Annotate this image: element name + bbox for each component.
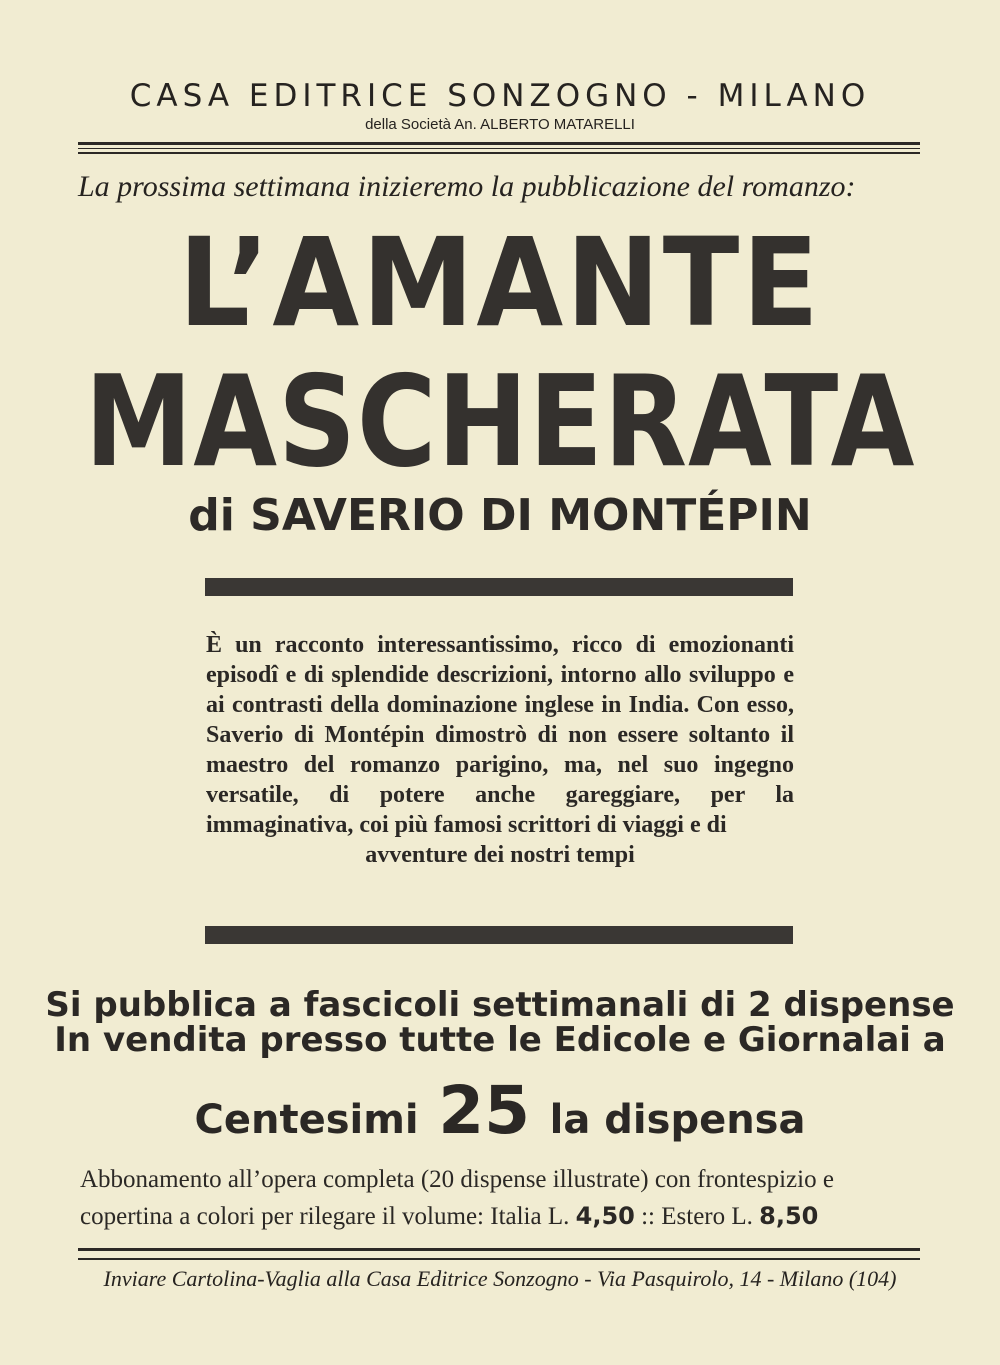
- publication-line-1: Si pubblica a fascicoli settimanali di 2 dispense: [45, 985, 955, 1025]
- estero-label: Estero L.: [661, 1203, 753, 1230]
- price-separator: ::: [641, 1203, 655, 1230]
- subscription-line-1: Abbonamento all’opera completa (20 dispense illustrate) con frontespizio e: [80, 1166, 834, 1193]
- price-prefix: Centesimi: [194, 1097, 419, 1143]
- italy-price: 4,50: [575, 1202, 635, 1230]
- company-subheading: della Società An. ALBERTO MATARELLI: [365, 116, 635, 133]
- publication-line-2: In vendita presso tutte le Edicole e Giornalai a: [54, 1020, 946, 1060]
- bottom-double-rule: [78, 1248, 920, 1260]
- lower-decorative-bar: [205, 926, 793, 944]
- author-line: di SAVERIO DI MONTÉPIN: [188, 490, 812, 541]
- price-amount: 25: [438, 1072, 531, 1149]
- subscription-paragraph: [80, 1162, 922, 1235]
- price-suffix: la dispensa: [549, 1097, 806, 1143]
- title-line-1: L’AMANTE: [178, 212, 822, 354]
- subscription-text: copertina a colori per rilegare il volume: Italia L.: [80, 1203, 570, 1230]
- title-line-2: MASCHERATA: [84, 348, 916, 495]
- estero-price: 8,50: [759, 1202, 819, 1230]
- footer-address: Inviare Cartolina-Vaglia alla Casa Editrice Sonzogno - Via Pasquirolo, 14 - Milano (104): [103, 1266, 897, 1291]
- price-line: [0, 1072, 1000, 1149]
- top-double-rule: [78, 142, 920, 154]
- description-last-line: avventure dei nostri tempi: [365, 842, 635, 868]
- announcement-line: La prossima settimana inizieremo la pubblicazione del romanzo:: [78, 170, 856, 203]
- upper-decorative-bar: [205, 578, 793, 596]
- subscription-line-2: [80, 1198, 922, 1235]
- description-main: È un racconto interessantissimo, ricco di emozionanti episodî e di splendide descrizioni, intorno allo sviluppo e ai contrasti della dominazione inglese in India. Con esso, Saverio di Montépin dimostrò di non essere soltanto il maestro del romanzo parigino, ma, nel suo ingegno versatile, di potere anche gareggiare, per la immaginativa, coi più famosi scrittori di viaggi e di: [206, 632, 794, 838]
- publisher-heading: CASA EDITRICE SONZOGNO - MILANO: [129, 78, 871, 114]
- description-paragraph: [206, 630, 794, 870]
